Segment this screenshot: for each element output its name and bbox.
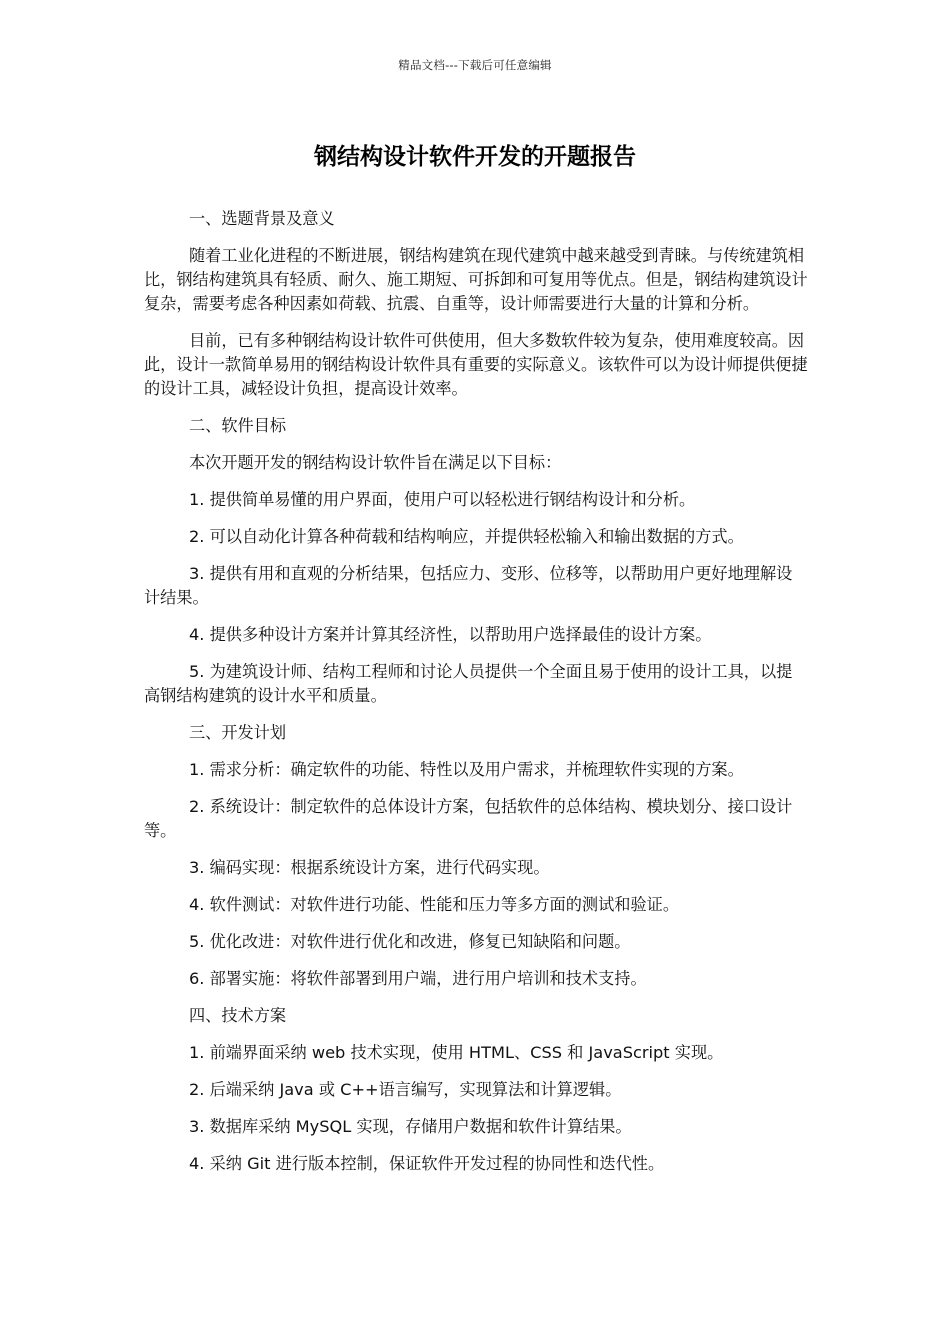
list-item: 2. 后端采纳 Java 或 C++语言编写，实现算法和计算逻辑。 (189, 1080, 622, 1099)
list-item: 6. 部署实施：将软件部署到用户端，进行用户培训和技术支持。 (189, 969, 647, 988)
list-item: 4. 采纳 Git 进行版本控制，保证软件开发过程的协同性和迭代性。 (189, 1154, 665, 1173)
section-heading-tech: 四、技术方案 (189, 1006, 287, 1025)
document-title: 钢结构设计软件开发的开题报告 (314, 144, 636, 170)
list-item: 1. 前端界面采纳 web 技术实现，使用 HTML、CSS 和 JavaScript 实现。 (189, 1043, 724, 1062)
list-item: 4. 软件测试：对软件进行功能、性能和压力等多方面的测试和验证。 (189, 895, 680, 914)
list-item: 1. 需求分析：确定软件的功能、特性以及用户需求，并梳理软件实现的方案。 (189, 760, 744, 779)
list-item: 4. 提供多种设计方案并计算其经济性，以帮助用户选择最佳的设计方案。 (189, 625, 712, 644)
list-item: 2. 可以自动化计算各种荷载和结构响应，并提供轻松输入和输出数据的方式。 (189, 527, 744, 546)
list-item: 3. 数据库采纳 MySQL 实现，存储用户数据和软件计算结果。 (189, 1117, 632, 1136)
document-body (144, 207, 808, 1189)
section-heading-plan: 三、开发计划 (189, 723, 287, 742)
header-note: 精品文档---下载后可任意编辑 (398, 58, 552, 72)
paragraph: 目前，已有多种钢结构设计软件可供使用，但大多数软件较为复杂，使用难度较高。因此，设计一款简单易用的钢结构设计软件具有重要的实际意义。该软件可以为设计师提供便捷的设计工具，减轻设计负担，提高设计效率。 (144, 331, 808, 398)
list-item: 3. 编码实现：根据系统设计方案，进行代码实现。 (189, 858, 550, 877)
paragraph: 随着工业化进程的不断进展，钢结构建筑在现代建筑中越来越受到青睐。与传统建筑相比，钢结构建筑具有轻质、耐久、施工期短、可拆卸和可复用等优点。但是，钢结构建筑设计复杂，需要考虑各种因素如荷载、抗震、自重等，设计师需要进行大量的计算和分析。 (144, 246, 808, 313)
list-item: 1. 提供简单易懂的用户界面，使用户可以轻松进行钢结构设计和分析。 (189, 490, 696, 509)
list-item: 5. 为建筑设计师、结构工程师和讨论人员提供一个全面且易于使用的设计工具，以提高钢结构建筑的设计水平和质量。 (144, 662, 793, 705)
section-heading-goals: 二、软件目标 (189, 416, 287, 435)
section-heading-background: 一、选题背景及意义 (189, 209, 335, 228)
paragraph: 本次开题开发的钢结构设计软件旨在满足以下目标： (189, 453, 562, 472)
list-item: 5. 优化改进：对软件进行优化和改进，修复已知缺陷和问题。 (189, 932, 631, 951)
list-item: 2. 系统设计：制定软件的总体设计方案，包括软件的总体结构、模块划分、接口设计等。 (144, 797, 793, 840)
list-item: 3. 提供有用和直观的分析结果，包括应力、变形、位移等，以帮助用户更好地理解设计结果。 (144, 564, 793, 607)
